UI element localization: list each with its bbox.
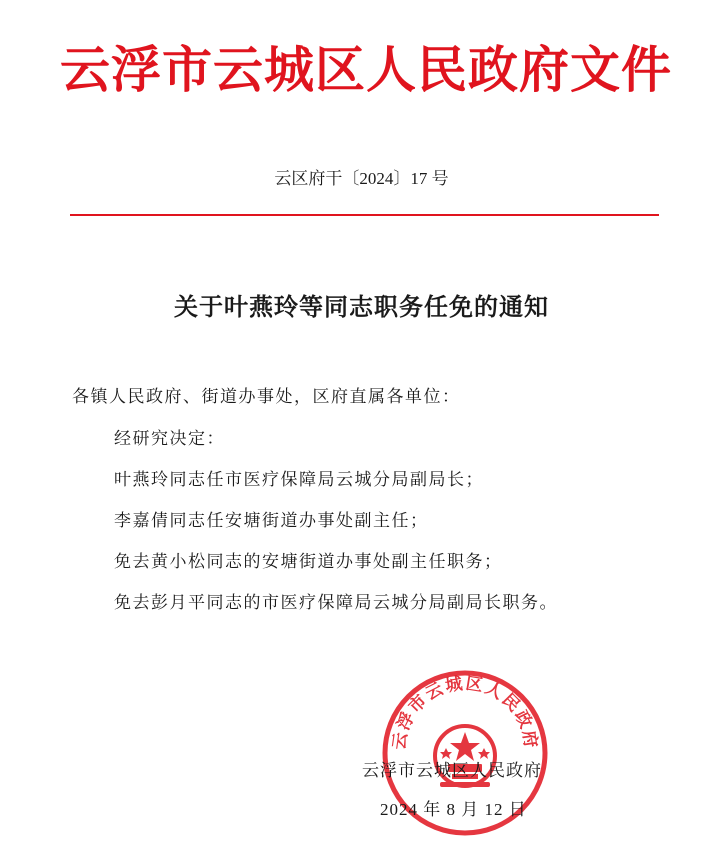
document-number: 云区府干〔2024〕17 号	[274, 169, 449, 188]
notice-title: 关于叶燕玲等同志职务任免的通知	[174, 292, 549, 321]
document-header-title: 云浮市云城区人民政府文件	[60, 40, 672, 99]
signature-date: 2024 年 8 月 12 日	[380, 800, 527, 819]
body-line: 李嘉倩同志任安塘街道办事处副主任；	[114, 511, 429, 531]
body-line: 经研究决定：	[114, 429, 225, 449]
body-line: 叶燕玲同志任市医疗保障局云城分局副局长；	[114, 470, 484, 490]
svg-text:云浮市云城区人民政府: 云浮市云城区人民政府	[389, 673, 541, 751]
red-divider	[70, 214, 659, 216]
recipient-line: 各镇人民政府、街道办事处，区府直属各单位：	[72, 387, 461, 407]
signature-organization: 云浮市云城区人民政府	[362, 761, 542, 781]
body-line: 免去彭月平同志的市医疗保障局云城分局副局长职务。	[114, 593, 558, 613]
body-line: 免去黄小松同志的安塘街道办事处副主任职务；	[114, 552, 503, 572]
